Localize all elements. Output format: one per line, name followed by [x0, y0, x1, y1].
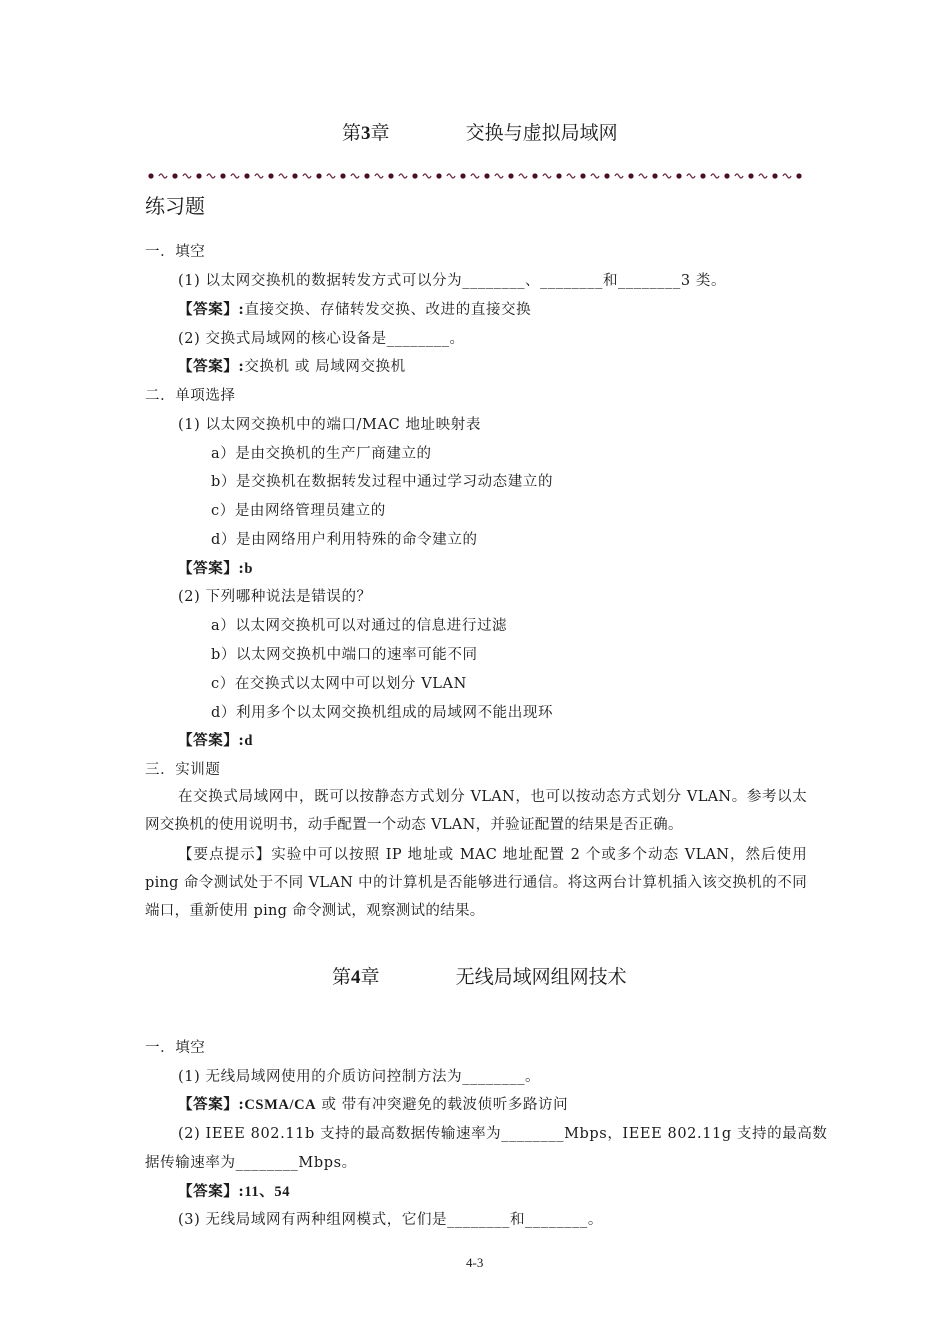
lab-hint-paragraph: 【要点提示】实验中可以按照 IP 地址或 MAC 地址配置 2 个或多个动态 VLAN，然后使用 ping 命令测试处于不同 VLAN 中的计算机是否能够进行通信。将这两台计算机插入该交换机的不同端口，重新使用 ping 命令测试，观察测试的结果。 — [145, 847, 807, 919]
answer-label: 【答案】: — [178, 732, 245, 749]
question-1-2: (2) 交换式局域网的核心设备是________。 — [178, 331, 465, 347]
option-2-2-b: b）以太网交换机中端口的速率可能不同 — [211, 647, 478, 663]
question-4-2-line2: 据传输速率为________Mbps。 — [145, 1155, 357, 1171]
section-fill-in-heading: 一．填空 — [145, 244, 206, 260]
answer-1-1 — [178, 298, 531, 319]
question-4-1: (1) 无线局域网使用的介质访问控制方法为________。 — [178, 1069, 541, 1085]
option-2-1-b: b）是交换机在数据转发过程中通过学习动态建立的 — [211, 474, 554, 490]
answer-text: 交换机 或 局域网交换机 — [244, 359, 406, 375]
option-2-1-c: c）是由网络管理员建立的 — [211, 503, 386, 519]
answer-2-2 — [178, 729, 253, 750]
question-4-2-line1: (2) IEEE 802.11b 支持的最高数据传输速率为________Mbps，IEEE 802.11g 支持的最高数 — [178, 1126, 828, 1142]
answer-text: 或 带有冲突避免的载波侦听多路访问 — [316, 1097, 569, 1113]
section-lab-heading: 三．实训题 — [145, 762, 221, 778]
answer-label: 【答案】: — [178, 1096, 245, 1113]
answer-label: 【答案】: — [178, 1183, 245, 1200]
answer-text: 直接交换、存储转发交换、改进的直接交换 — [244, 302, 532, 318]
decorative-divider — [145, 171, 805, 181]
lab-description — [145, 783, 807, 839]
answer-text: 11、54 — [244, 1184, 291, 1200]
answer-text: b — [244, 561, 254, 577]
question-2-2: (2) 下列哪种说法是错误的？ — [178, 589, 372, 605]
option-2-2-c: c）在交换式以太网中可以划分 VLAN — [211, 676, 467, 692]
lab-hint — [145, 841, 807, 925]
answer-label: 【答案】: — [178, 358, 245, 375]
option-2-2-d: d）利用多个以太网交换机组成的局域网不能出现环 — [211, 705, 554, 721]
chapter-3-number: 第3章 — [342, 122, 390, 144]
section-4-fill-in-heading: 一．填空 — [145, 1040, 206, 1056]
page-number: 4-3 — [466, 1255, 484, 1270]
answer-value: CSMA/CA — [244, 1097, 317, 1113]
answer-1-2 — [178, 355, 406, 376]
option-2-2-a: a）以太网交换机可以对通过的信息进行过滤 — [211, 618, 508, 634]
answer-4-2 — [178, 1180, 290, 1201]
exercises-heading: 练习题 — [145, 194, 205, 218]
section-choice-heading: 二．单项选择 — [145, 388, 236, 404]
answer-label: 【答案】: — [178, 560, 245, 577]
answer-4-1 — [178, 1093, 568, 1114]
question-4-3: (3) 无线局域网有两种组网模式，它们是________和________。 — [178, 1212, 603, 1228]
chapter-3-heading — [342, 118, 618, 145]
chapter-4-title: 无线局域网组网技术 — [455, 966, 627, 988]
lab-paragraph: 在交换式局域网中，既可以按静态方式划分 VLAN，也可以按动态方式划分 VLAN。参考以太网交换机的使用说明书，动手配置一个动态 VLAN，并验证配置的结果是否正确。 — [145, 789, 807, 833]
option-2-1-d: d）是由网络用户利用特殊的命令建立的 — [211, 532, 478, 548]
chapter-4-number: 第4章 — [332, 966, 380, 988]
chapter-3-title: 交换与虚拟局域网 — [465, 122, 618, 144]
answer-text: d — [244, 733, 254, 749]
answer-label: 【答案】: — [178, 301, 245, 318]
option-2-1-a: a）是由交换机的生产厂商建立的 — [211, 446, 432, 462]
question-1-1: (1) 以太网交换机的数据转发方式可以分为________、________和________3 类。 — [178, 273, 727, 289]
answer-2-1 — [178, 557, 253, 578]
chapter-4-heading — [332, 962, 627, 989]
question-2-1: (1) 以太网交换机中的端口/MAC 地址映射表 — [178, 417, 481, 433]
